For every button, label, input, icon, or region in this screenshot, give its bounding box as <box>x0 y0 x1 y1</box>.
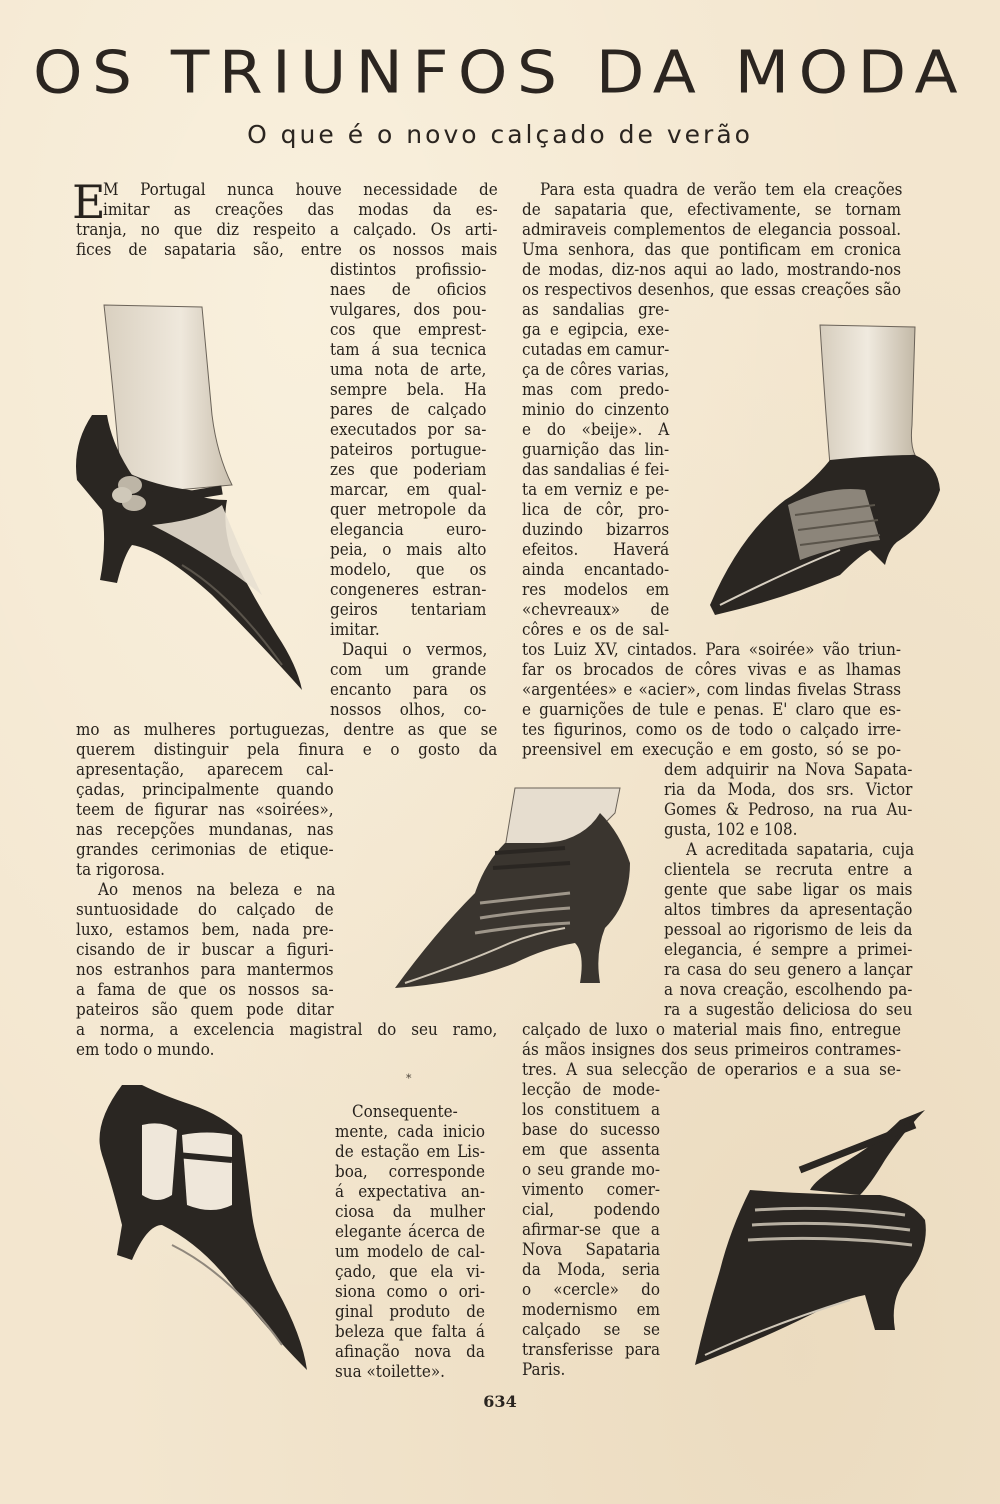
text-line: tranja, no que diz respeito a calçado. Os arti- <box>76 220 498 239</box>
text-line: geiros tentariam <box>330 600 487 619</box>
text-line: clientela se recruta entre a <box>664 860 913 879</box>
text-line: fices de sapataria são, entre os nossos mais <box>76 240 498 259</box>
drop-cap: E <box>72 175 106 229</box>
text-line: de sapataria que, efectivamente, se tornam <box>522 200 902 219</box>
text-line: dem adquirir na Nova Sapata- <box>664 760 913 779</box>
text-line: pares de calçado <box>330 400 487 419</box>
text-line: Daqui o vermos, <box>342 640 488 659</box>
text-line: ga e egipcia, exe- <box>522 320 670 339</box>
text-line: gente que sabe ligar os mais <box>664 880 913 899</box>
text-line: Para esta quadra de verão tem ela creações <box>540 180 903 199</box>
text-line: nos estranhos para mantermos <box>76 960 334 979</box>
text-line: a fama de que os nossos sa- <box>76 980 334 999</box>
text-line: sempre bela. Ha <box>330 380 487 399</box>
text-line: vulgares, dos pou- <box>330 300 487 319</box>
text-line: admiraveis complementos de elegancia possoal. <box>522 220 902 239</box>
text-line: ginal produto de <box>335 1302 485 1321</box>
text-line: tres. A sua selecção de operarios e a sua se- <box>522 1060 902 1079</box>
text-line: cos que emprest- <box>330 320 487 339</box>
text-line: A acreditada sapataria, cuja <box>686 840 915 859</box>
page-number: 634 <box>483 1392 517 1411</box>
text-line: o seu grande mo- <box>522 1160 660 1179</box>
text-line: mo as mulheres portuguezas, dentre as que se <box>76 720 498 739</box>
text-line: da Moda, seria <box>522 1260 660 1279</box>
text-line: modernismo em <box>522 1300 660 1319</box>
section-separator: * <box>406 1072 412 1085</box>
text-line: peia, o mais alto <box>330 540 487 559</box>
text-line: Ao menos na beleza e na <box>98 880 336 899</box>
text-line: minio do cinzento <box>522 400 670 419</box>
text-line: transferisse para <box>522 1340 660 1359</box>
text-line: uma nota de arte, <box>330 360 487 379</box>
text-line: M Portugal nunca houve necessidade de <box>103 180 498 199</box>
text-line: e guarnições de tule e penas. E' claro que es- <box>522 700 902 719</box>
text-line: cial, podendo <box>522 1200 660 1219</box>
text-line: beleza que falta á <box>335 1322 485 1341</box>
text-line: base do sucesso <box>522 1120 660 1139</box>
shoe-illustration-1 <box>62 295 312 695</box>
text-line: Paris. <box>522 1360 566 1379</box>
text-line: ta em verniz e pe- <box>522 480 670 499</box>
text-line: far os brocados de côres vivas e as lhamas <box>522 660 902 679</box>
text-line: altos timbres da apresentação <box>664 900 913 919</box>
text-line: suntuosidade do calçado de <box>76 900 334 919</box>
page-title: OS TRIUNFOS DA MODA <box>32 38 968 108</box>
text-line: ainda encantado- <box>522 560 670 579</box>
text-line: ça de côres varias, <box>522 360 670 379</box>
text-line: as sandalias gre- <box>522 300 670 319</box>
text-line: grandes cerimonias de etique- <box>76 840 334 859</box>
text-line: mas com predo- <box>522 380 670 399</box>
text-line: çado, que ela vi- <box>335 1262 485 1281</box>
text-line: um modelo de cal- <box>335 1242 485 1261</box>
text-line: ra a sugestão deliciosa do seu <box>664 1000 913 1019</box>
text-line: mente, cada inicio <box>335 1122 485 1141</box>
text-line: côres e os de sal- <box>522 620 670 639</box>
text-line: los constituem a <box>522 1100 660 1119</box>
text-line: lica de côr, pro- <box>522 500 670 519</box>
text-line: duzindo bizarros <box>522 520 670 539</box>
text-line: cisando de ir buscar a figuri- <box>76 940 334 959</box>
text-line: elegancia, é sempre a primei- <box>664 940 913 959</box>
text-line: imitar. <box>330 620 380 639</box>
text-line: Uma senhora, das que pontificam em cronica <box>522 240 902 259</box>
text-line: nas recepções mundanas, nas <box>76 820 334 839</box>
text-line: res modelos em <box>522 580 670 599</box>
text-line: naes de oficios <box>330 280 487 299</box>
text-line: ciosa da mulher <box>335 1202 485 1221</box>
text-line: preensivel em execução e em gosto, só se po- <box>522 740 902 759</box>
text-line: ta rigorosa. <box>76 860 166 879</box>
text-line: efeitos. Haverá <box>522 540 670 559</box>
text-line: ria da Moda, dos srs. Victor <box>664 780 913 799</box>
text-line: afirmar-se que a <box>522 1220 660 1239</box>
shoe-illustration-2 <box>700 315 950 620</box>
text-line: o «cercle» do <box>522 1280 660 1299</box>
page-subtitle: O que é o novo calçado de verão <box>247 120 753 149</box>
text-line: em todo o mundo. <box>76 1040 215 1059</box>
text-line: e do «beije». A <box>522 420 670 439</box>
text-line: gusta, 102 e 108. <box>664 820 798 839</box>
text-line: encanto para os <box>330 680 487 699</box>
text-line: boa, corresponde <box>335 1162 485 1181</box>
text-line: modelo, que os <box>330 560 487 579</box>
text-line: elegante ácerca de <box>335 1222 485 1241</box>
text-line: ás mãos insignes dos seus primeiros contrames- <box>522 1040 902 1059</box>
text-line: distintos profissio- <box>330 260 487 279</box>
text-line: pateiros são quem pode ditar <box>76 1000 334 1019</box>
text-line: apresentação, aparecem cal- <box>76 760 334 779</box>
text-line: de estação em Lis- <box>335 1142 485 1161</box>
text-line: cutadas em camur- <box>522 340 670 359</box>
text-line: guarnição das lin- <box>522 440 670 459</box>
text-line: sua «toilette». <box>335 1362 445 1381</box>
text-line: ra casa do seu genero a lançar <box>664 960 913 979</box>
text-line: vimento comer- <box>522 1180 660 1199</box>
text-line: calçado de luxo o material mais fino, entregue <box>522 1020 902 1039</box>
text-line: tam á sua tecnica <box>330 340 487 359</box>
text-line: com um grande <box>330 660 487 679</box>
text-line: tos Luiz XV, cintados. Para «soirée» vão triun- <box>522 640 902 659</box>
text-line: «chevreaux» de <box>522 600 670 619</box>
text-line: Consequente- <box>352 1102 458 1121</box>
shoe-illustration-3 <box>385 783 635 998</box>
text-line: siona como o ori- <box>335 1282 485 1301</box>
text-line: marcar, em qual- <box>330 480 487 499</box>
text-line: «argentées» e «acier», com lindas fivelas Strass <box>522 680 902 699</box>
text-line: quer metropole da <box>330 500 487 519</box>
text-line: calçado se se <box>522 1320 660 1339</box>
text-line: lecção de mode- <box>522 1080 660 1099</box>
text-line: a nova creação, escolhendo pa- <box>664 980 913 999</box>
text-line: Gomes & Pedroso, na rua Au- <box>664 800 913 819</box>
text-line: das sandalias é fei- <box>522 460 670 479</box>
text-line: congeneres estran- <box>330 580 487 599</box>
text-line: pateiros portugue- <box>330 440 487 459</box>
text-line: Nova Sapataria <box>522 1240 660 1259</box>
text-line: afinação nova da <box>335 1342 485 1361</box>
text-line: a norma, a excelencia magistral do seu ramo, <box>76 1020 498 1039</box>
text-line: executados por sa- <box>330 420 487 439</box>
text-line: de modas, diz-nos aqui ao lado, mostrando-nos <box>522 260 902 279</box>
text-line: zes que poderiam <box>330 460 487 479</box>
text-line: elegancia euro- <box>330 520 487 539</box>
text-line: imitar as creações das modas da es- <box>103 200 498 219</box>
text-line: nossos olhos, co- <box>330 700 487 719</box>
shoe-illustration-4 <box>82 1075 322 1375</box>
text-line: çadas, principalmente quando <box>76 780 334 799</box>
text-line: luxo, estamos bem, nada pre- <box>76 920 334 939</box>
text-line: tes figurinos, como os de todo o calçado irre- <box>522 720 902 739</box>
text-line: em que assenta <box>522 1140 660 1159</box>
text-line: os respectivos desenhos, que essas creações são <box>522 280 902 299</box>
text-line: á expectativa an- <box>335 1182 485 1201</box>
text-line: teem de figurar nas «soirées», <box>76 800 334 819</box>
text-line: pessoal ao rigorismo de leis da <box>664 920 913 939</box>
shoe-illustration-5 <box>690 1100 940 1370</box>
text-line: querem distinguir pela finura e o gosto da <box>76 740 498 759</box>
